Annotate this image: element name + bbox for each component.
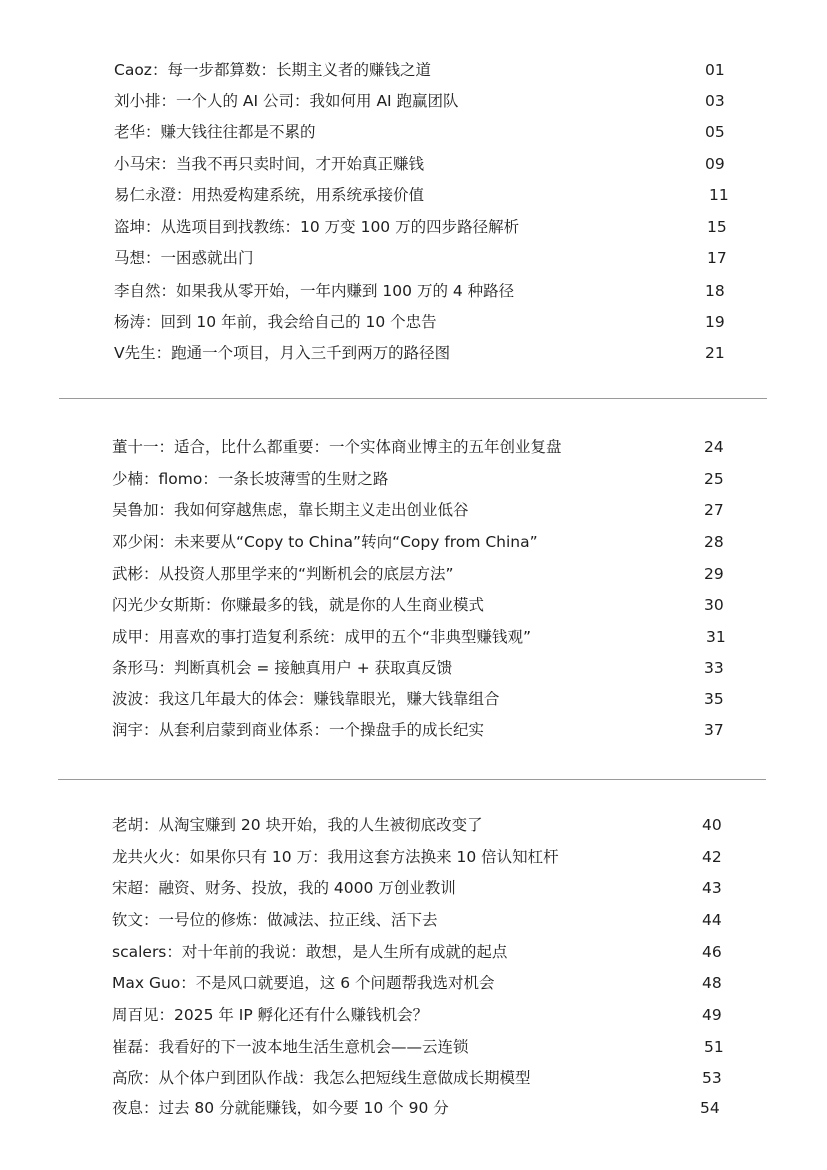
toc-entry[interactable] bbox=[0, 120, 827, 144]
entry-title: 润宇：从套利启蒙到商业体系：一个操盘手的成长纪实 bbox=[112, 721, 485, 739]
entry-title: 闪光少女斯斯：你赚最多的钱，就是你的人生商业模式 bbox=[112, 596, 485, 614]
entry-title: scalers：对十年前的我说：敢想，是人生所有成就的起点 bbox=[112, 943, 508, 961]
entry-title: 邓少闲：未来要从“Copy to China”转向“Copy from China” bbox=[112, 533, 538, 551]
entry-page-number: 27 bbox=[704, 501, 724, 519]
entry-page-number: 29 bbox=[704, 565, 724, 583]
entry-page-number: 11 bbox=[709, 186, 729, 204]
entry-page-number: 05 bbox=[705, 123, 725, 141]
entry-title: 条形马：判断真机会 = 接触真用户 + 获取真反馈 bbox=[112, 659, 453, 677]
toc-entry[interactable] bbox=[0, 687, 827, 711]
entry-title: 宋超：融资、财务、投放，我的 4000 万创业教训 bbox=[112, 879, 456, 897]
entry-page-number: 33 bbox=[704, 659, 724, 677]
entry-title: 老华：赚大钱往往都是不累的 bbox=[114, 123, 316, 141]
entry-title: 马想：一困惑就出门 bbox=[114, 249, 254, 267]
entry-page-number: 15 bbox=[707, 218, 727, 236]
toc-entry[interactable] bbox=[0, 279, 827, 303]
toc-entry[interactable] bbox=[0, 813, 827, 837]
entry-page-number: 51 bbox=[704, 1038, 724, 1056]
toc-entry[interactable] bbox=[0, 1035, 827, 1059]
entry-page-number: 01 bbox=[705, 61, 725, 79]
section-divider bbox=[58, 779, 766, 780]
entry-page-number: 43 bbox=[702, 879, 722, 897]
toc-entry[interactable] bbox=[0, 625, 827, 649]
entry-title: 波波：我这几年最大的体会：赚钱靠眼光，赚大钱靠组合 bbox=[112, 690, 500, 708]
entry-page-number: 53 bbox=[702, 1069, 722, 1087]
toc-entry[interactable] bbox=[0, 1066, 827, 1090]
toc-entry[interactable] bbox=[0, 58, 827, 82]
toc-entry[interactable] bbox=[0, 1096, 827, 1120]
toc-entry[interactable] bbox=[0, 498, 827, 522]
entry-title: 董十一：适合，比什么都重要：一个实体商业博主的五年创业复盘 bbox=[112, 438, 562, 456]
entry-page-number: 09 bbox=[705, 155, 725, 173]
section-divider bbox=[59, 398, 767, 399]
toc-entry[interactable] bbox=[0, 656, 827, 680]
entry-title: 小马宋：当我不再只卖时间，才开始真正赚钱 bbox=[114, 155, 425, 173]
entry-page-number: 35 bbox=[704, 690, 724, 708]
entry-title: 周百见：2025 年 IP 孵化还有什么赚钱机会？ bbox=[112, 1006, 429, 1024]
toc-entry[interactable] bbox=[0, 215, 827, 239]
entry-title: 易仁永澄：用热爱构建系统，用系统承接价值 bbox=[114, 186, 425, 204]
entry-page-number: 24 bbox=[704, 438, 724, 456]
entry-title: 李自然：如果我从零开始，一年内赚到 100 万的 4 种路径 bbox=[114, 282, 515, 300]
entry-title: 老胡：从淘宝赚到 20 块开始，我的人生被彻底改变了 bbox=[112, 816, 483, 834]
entry-title: 高欣：从个体户到团队作战：我怎么把短线生意做成长期模型 bbox=[112, 1069, 531, 1087]
entry-title: 吴鲁加：我如何穿越焦虑，靠长期主义走出创业低谷 bbox=[112, 501, 469, 519]
toc-entry[interactable] bbox=[0, 530, 827, 554]
entry-title: 刘小排：一个人的 AI 公司：我如何用 AI 跑赢团队 bbox=[114, 92, 459, 110]
entry-page-number: 21 bbox=[705, 344, 725, 362]
entry-page-number: 30 bbox=[704, 596, 724, 614]
entry-title: Max Guo：不是风口就要追，这 6 个问题帮我选对机会 bbox=[112, 974, 495, 992]
toc-entry[interactable] bbox=[0, 246, 827, 270]
toc-entry[interactable] bbox=[0, 562, 827, 586]
toc-entry[interactable] bbox=[0, 1003, 827, 1027]
toc-entry[interactable] bbox=[0, 908, 827, 932]
entry-title: V先生：跑通一个项目，月入三千到两万的路径图 bbox=[114, 344, 451, 362]
entry-title: Caoz：每一步都算数：长期主义者的赚钱之道 bbox=[114, 61, 431, 79]
entry-page-number: 18 bbox=[705, 282, 725, 300]
entry-page-number: 31 bbox=[706, 628, 726, 646]
entry-page-number: 37 bbox=[704, 721, 724, 739]
entry-page-number: 03 bbox=[705, 92, 725, 110]
entry-title: 盗坤：从选项目到找教练：10 万变 100 万的四步路径解析 bbox=[114, 218, 520, 236]
entry-page-number: 46 bbox=[702, 943, 722, 961]
entry-page-number: 54 bbox=[700, 1099, 720, 1117]
entry-page-number: 25 bbox=[704, 470, 724, 488]
toc-entry[interactable] bbox=[0, 341, 827, 365]
toc-entry[interactable] bbox=[0, 310, 827, 334]
entry-page-number: 17 bbox=[707, 249, 727, 267]
entry-title: 武彬：从投资人那里学来的“判断机会的底层方法” bbox=[112, 565, 454, 583]
toc-entry[interactable] bbox=[0, 89, 827, 113]
entry-page-number: 40 bbox=[702, 816, 722, 834]
entry-page-number: 48 bbox=[702, 974, 722, 992]
toc-entry[interactable] bbox=[0, 593, 827, 617]
entry-page-number: 44 bbox=[702, 911, 722, 929]
toc-entry[interactable] bbox=[0, 183, 827, 207]
toc-entry[interactable] bbox=[0, 435, 827, 459]
entry-page-number: 28 bbox=[704, 533, 724, 551]
toc-entry[interactable] bbox=[0, 718, 827, 742]
toc-entry[interactable] bbox=[0, 940, 827, 964]
entry-page-number: 49 bbox=[702, 1006, 722, 1024]
toc-entry[interactable] bbox=[0, 845, 827, 869]
entry-title: 钦文：一号位的修炼：做减法、拉正线、活下去 bbox=[112, 911, 438, 929]
toc-entry[interactable] bbox=[0, 152, 827, 176]
entry-title: 崔磊：我看好的下一波本地生活生意机会——云连锁 bbox=[112, 1038, 469, 1056]
toc-entry[interactable] bbox=[0, 876, 827, 900]
toc-entry[interactable] bbox=[0, 971, 827, 995]
entry-title: 成甲：用喜欢的事打造复利系统：成甲的五个“非典型赚钱观” bbox=[112, 628, 532, 646]
entry-page-number: 19 bbox=[705, 313, 725, 331]
entry-title: 龙共火火：如果你只有 10 万：我用这套方法换来 10 倍认知杠杆 bbox=[112, 848, 559, 866]
entry-title: 少楠：flomo：一条长坡薄雪的生财之路 bbox=[112, 470, 389, 488]
entry-title: 杨涛：回到 10 年前，我会给自己的 10 个忠告 bbox=[114, 313, 437, 331]
toc-entry[interactable] bbox=[0, 467, 827, 491]
entry-page-number: 42 bbox=[702, 848, 722, 866]
entry-title: 夜息：过去 80 分就能赚钱，如今要 10 个 90 分 bbox=[112, 1099, 449, 1117]
